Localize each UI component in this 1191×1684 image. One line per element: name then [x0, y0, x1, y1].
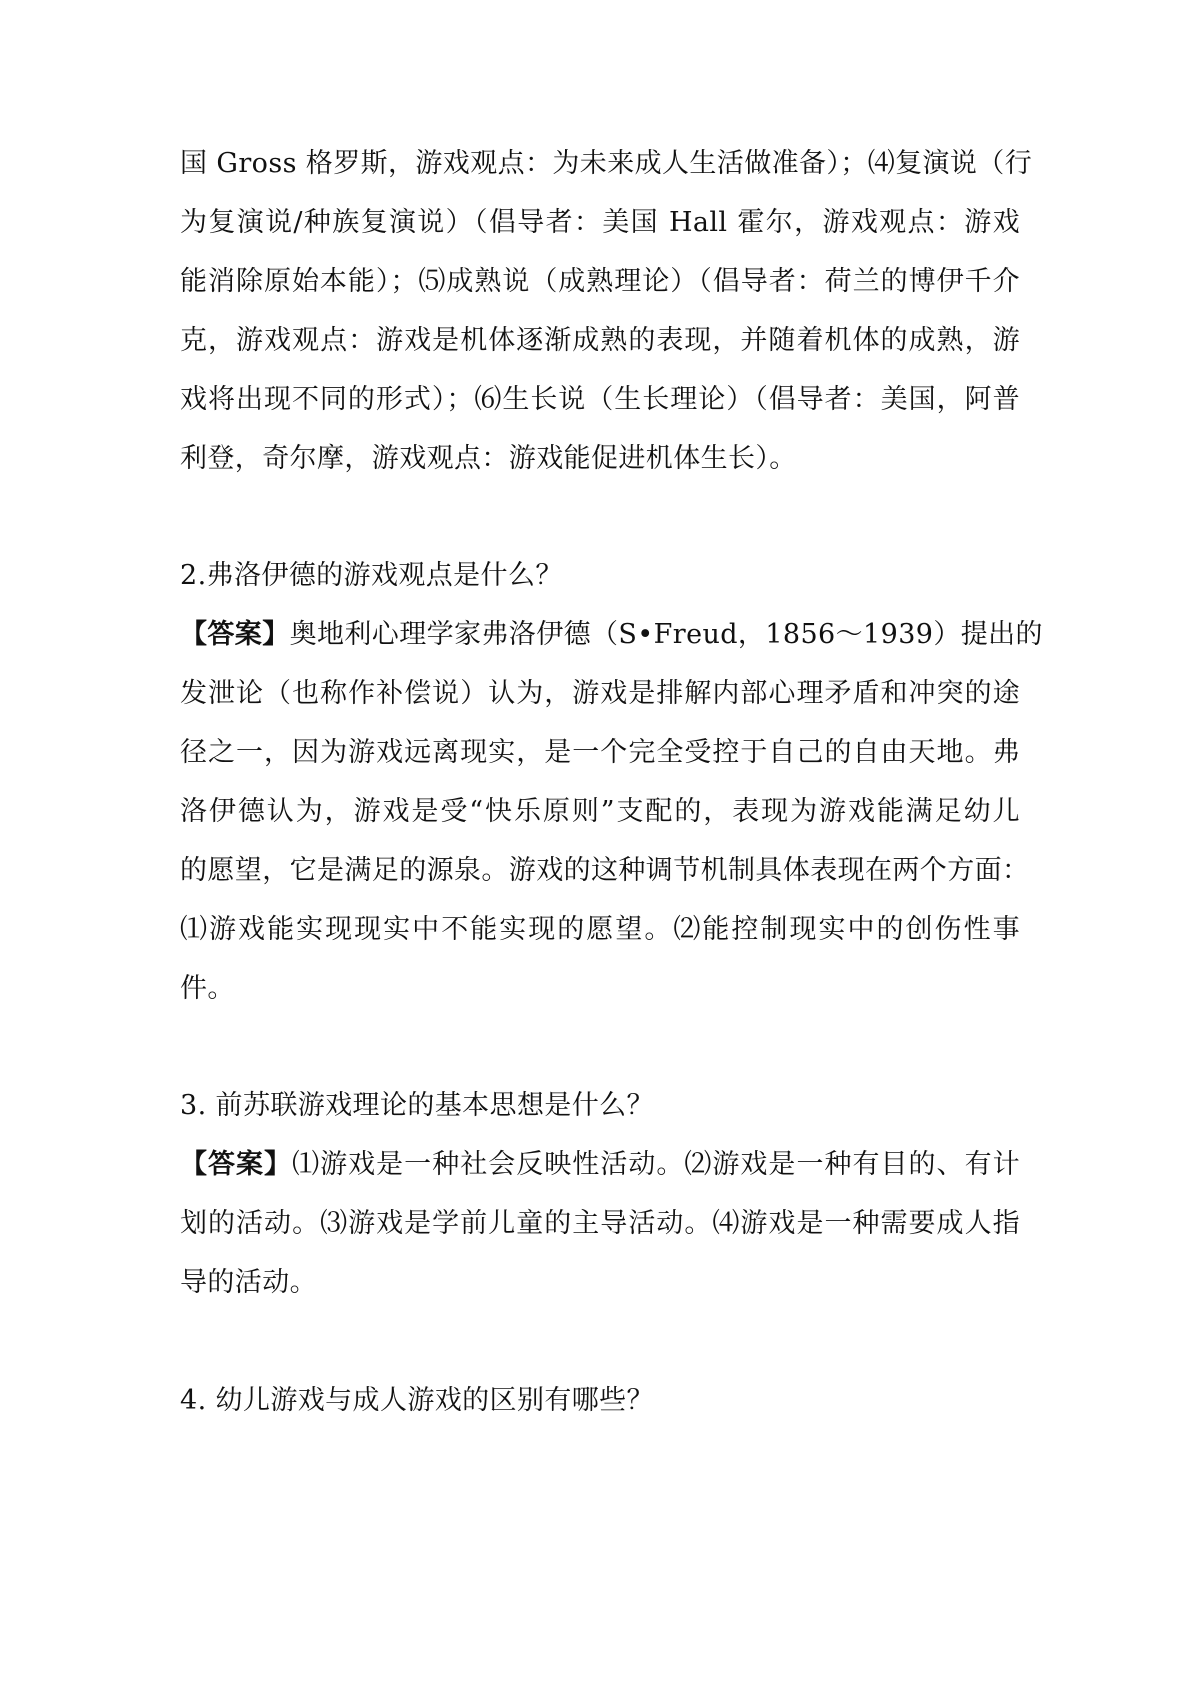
answer-line: 划的活动。⑶游戏是学前儿童的主导活动。⑷游戏是一种需要成人指	[180, 1208, 1020, 1239]
paragraph-line: 克，游戏观点：游戏是机体逐渐成熟的表现，并随着机体的成熟，游	[180, 325, 1020, 356]
answer-tag: 【答案】	[180, 1149, 293, 1180]
answer-tag: 【答案】	[180, 619, 290, 650]
answer-line	[180, 1149, 1020, 1181]
question-heading: 3. 前苏联游戏理论的基本思想是什么？	[180, 1090, 654, 1121]
paragraph-line: 戏将出现不同的形式）；⑹生长说（生长理论）（倡导者：美国，阿普	[180, 384, 1020, 415]
answer-line: 洛伊德认为，游戏是受“快乐原则”支配的，表现为游戏能满足幼儿	[180, 796, 1020, 827]
paragraph-line: 国 Gross 格罗斯，游戏观点：为未来成人生活做准备）；⑷复演说（行	[180, 148, 1033, 179]
paragraph-line: 为复演说/种族复演说）（倡导者：美国 Hall 霍尔，游戏观点：游戏	[180, 207, 1020, 238]
answer-line: 件。	[180, 973, 235, 1004]
answer-line: 的愿望，它是满足的源泉。游戏的这种调节机制具体表现在两个方面：	[180, 855, 1030, 886]
answer-text: ⑴游戏是一种社会反映性活动。⑵游戏是一种有目的、有计	[292, 1149, 1020, 1180]
paragraph-line: 能消除原始本能）；⑸成熟说（成熟理论）（倡导者：荷兰的博伊千介	[180, 266, 1020, 297]
answer-line: ⑴游戏能实现现实中不能实现的愿望。⑵能控制现实中的创伤性事	[180, 914, 1020, 945]
answer-line: 发泄论（也称作补偿说）认为，游戏是排解内部心理矛盾和冲突的途	[180, 678, 1020, 709]
answer-line: 径之一，因为游戏远离现实，是一个完全受控于自己的自由天地。弗	[180, 737, 1020, 768]
paragraph-line: 利登，奇尔摩，游戏观点：游戏能促进机体生长）。	[180, 443, 797, 474]
question-heading: 2.弗洛伊德的游戏观点是什么？	[180, 560, 563, 591]
answer-line: 导的活动。	[180, 1267, 317, 1298]
question-heading: 4. 幼儿游戏与成人游戏的区别有哪些？	[180, 1385, 654, 1416]
answer-line	[180, 619, 1043, 651]
answer-text: 奥地利心理学家弗洛伊德（S•Freud，1856～1939）提出的	[289, 619, 1043, 650]
